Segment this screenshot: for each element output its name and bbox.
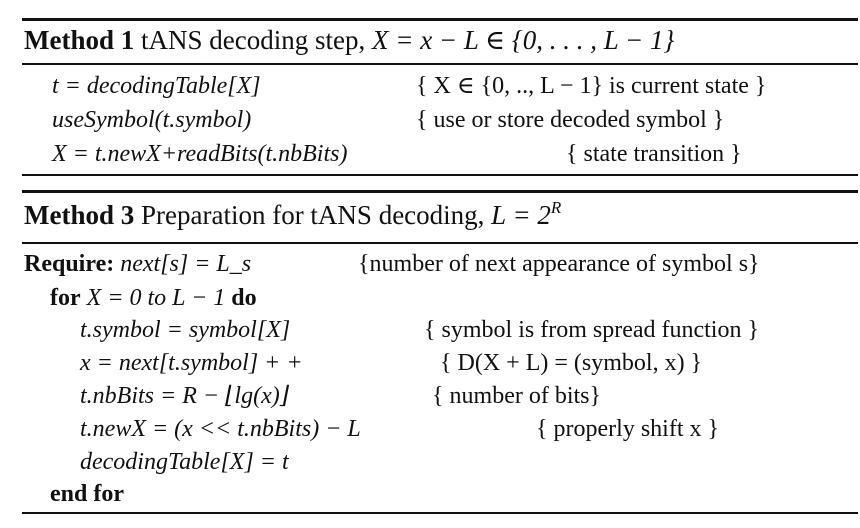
algo1-mid-rule (22, 63, 858, 65)
algo3-for-expr: X = 0 to L − 1 (86, 285, 226, 311)
algo3-require-comment: {number of next appearance of symbol s} (358, 251, 760, 277)
algo3-line3-code: t.nbBits = R − ⌊lg(x)⌋ (80, 383, 290, 409)
algo3-line5-code: decodingTable[X] = t (80, 449, 289, 475)
algo1-caption (24, 24, 674, 56)
algo3-end-for: end for (50, 481, 124, 507)
algo3-label: Method 3 (24, 200, 135, 230)
algo3-line1-code: t.symbol = symbol[X] (80, 317, 291, 343)
algo3-require-label: Require: (24, 251, 115, 277)
algo1-line3-comment: { state transition } (566, 141, 742, 167)
algo3-title-exp: R (550, 198, 562, 217)
algo3-line1-comment: { symbol is from spread function } (424, 317, 759, 343)
algo1-line3-code: X = t.newX+readBits(t.nbBits) (52, 141, 348, 167)
algo1-label: Method 1 (24, 25, 135, 55)
algo3-line3-comment: { number of bits} (432, 383, 602, 409)
algo3-bottom-rule (22, 512, 858, 514)
algo3-for-kw: for (50, 285, 81, 311)
algo3-line2-code: x = next[t.symbol] + + (80, 350, 303, 376)
algo3-for-row (50, 284, 257, 312)
algo1-line2-comment: { use or store decoded symbol } (416, 107, 725, 133)
algo1-bottom-rule (22, 174, 858, 176)
algo3-caption (24, 199, 561, 231)
algo3-title: Preparation for tANS decoding, (141, 200, 485, 230)
algo3-require-row (24, 250, 251, 278)
algo3-do-kw: do (231, 285, 257, 311)
algo1-line1-comment: { X ∈ {0, .., L − 1} is current state } (416, 73, 767, 99)
algo3-require-code: next[s] = L_s (120, 251, 252, 277)
algo3-line2-comment: { D(X + L) = (symbol, x) } (440, 350, 703, 376)
algo3-mid-rule (22, 242, 858, 244)
algo1-line1-code: t = decodingTable[X] (52, 73, 261, 99)
algo1-title: tANS decoding step, (141, 25, 366, 55)
algo3-line4-code: t.newX = (x << t.nbBits) − L (80, 416, 361, 442)
algo1-top-rule (22, 18, 858, 21)
algo1-line2-code: useSymbol(t.symbol) (52, 107, 252, 133)
algo3-top-rule (22, 190, 858, 193)
algo1-title-math: X = x − L ∈ {0, . . . , L − 1} (371, 25, 675, 55)
algo3-title-math: L = 2 (491, 200, 551, 230)
algo3-line4-comment: { properly shift x } (536, 416, 720, 442)
